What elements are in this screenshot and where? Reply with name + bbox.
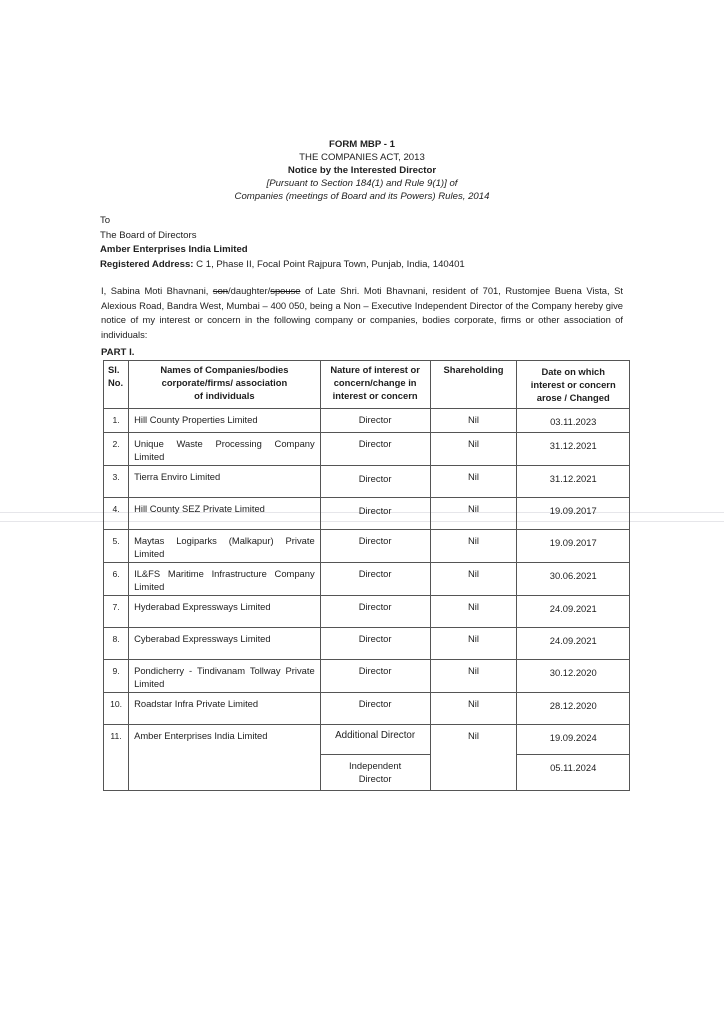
table-row xyxy=(104,693,630,725)
table-row xyxy=(104,409,630,433)
row-shareholding: Nil xyxy=(430,466,517,498)
row-nature: Director xyxy=(320,409,430,433)
row-shareholding: Nil xyxy=(430,660,517,693)
row-date: 30.06.2021 xyxy=(517,563,630,596)
row-shareholding: Nil xyxy=(430,628,517,660)
header-name: Names of Companies/bodies corporate/firms/ association of individuals xyxy=(129,361,321,409)
row-sl: 5. xyxy=(104,530,129,563)
row-date: 19.09.2017 xyxy=(517,498,630,530)
row-sl: 6. xyxy=(104,563,129,596)
table-row xyxy=(104,498,630,530)
row-sl: 7. xyxy=(104,596,129,628)
struck-text: spouse xyxy=(270,285,301,296)
row-sl: 8. xyxy=(104,628,129,660)
row-date: 24.09.2021 xyxy=(517,628,630,660)
row-nature: Additional Director xyxy=(320,725,430,755)
interest-table xyxy=(103,360,630,791)
row-shareholding: Nil xyxy=(430,433,517,466)
table-header-row xyxy=(104,361,630,409)
row-shareholding: Nil xyxy=(430,693,517,725)
row-shareholding: Nil xyxy=(430,596,517,628)
row-company: Hill County Properties Limited xyxy=(129,409,321,433)
addressee-block xyxy=(100,214,465,272)
row-sl: 2. xyxy=(104,433,129,466)
row-company: IL&FS Maritime Infrastructure Company Limited xyxy=(129,563,321,596)
row-nature: Director xyxy=(320,596,430,628)
row-date: 28.12.2020 xyxy=(517,693,630,725)
declaration-text: /daughter/ xyxy=(228,285,271,296)
row-company: Pondicherry - Tindivanam Tollway Private Limited xyxy=(129,660,321,693)
row-company: Hill County SEZ Private Limited xyxy=(129,498,321,530)
registered-address xyxy=(100,258,465,273)
reg-address-value: C 1, Phase II, Focal Point Rajpura Town, Punjab, India, 140401 xyxy=(193,258,465,270)
rules-line: Companies (meetings of Board and its Powers) Rules, 2014 xyxy=(234,191,490,202)
table-row xyxy=(104,433,630,466)
row-shareholding: Nil xyxy=(430,498,517,530)
row-company: Maytas Logiparks (Malkapur) Private Limited xyxy=(129,530,321,563)
row-nature: Director xyxy=(320,563,430,596)
table-row xyxy=(104,725,630,755)
row-shareholding: Nil xyxy=(430,725,517,791)
row-company: Cyberabad Expressways Limited xyxy=(129,628,321,660)
row-date: 24.09.2021 xyxy=(517,596,630,628)
row-sl: 4. xyxy=(104,498,129,530)
row-sl: 1. xyxy=(104,409,129,433)
header-shareholding: Shareholding xyxy=(430,361,517,409)
table-row xyxy=(104,628,630,660)
row-company: Hyderabad Expressways Limited xyxy=(129,596,321,628)
pursuant-line: [Pursuant to Section 184(1) and Rule 9(1)] of xyxy=(266,178,458,189)
row-nature: Director xyxy=(320,628,430,660)
row-nature: Director xyxy=(320,466,430,498)
row-date: 30.12.2020 xyxy=(517,660,630,693)
table-row xyxy=(104,596,630,628)
header-date: Date on which interest or concern arose / Changed xyxy=(517,361,630,409)
declaration-paragraph xyxy=(101,284,623,342)
row-date-extra: 05.11.2024 xyxy=(517,755,630,791)
part-label: PART I. xyxy=(101,347,135,358)
row-company: Amber Enterprises India Limited xyxy=(129,725,321,791)
table-row xyxy=(104,563,630,596)
table-row xyxy=(104,660,630,693)
to-label: To xyxy=(100,215,111,226)
struck-text: son xyxy=(212,285,229,296)
row-sl: 11. xyxy=(104,725,129,791)
row-date: 31.12.2021 xyxy=(517,466,630,498)
form-title: FORM MBP - 1 xyxy=(329,139,395,150)
act-title: THE COMPANIES ACT, 2013 xyxy=(299,152,425,163)
row-nature: Director xyxy=(320,498,430,530)
row-nature-extra: Independent Director xyxy=(320,755,430,791)
row-sl: 9. xyxy=(104,660,129,693)
declaration-text: of Late Shri. Moti Bhavnani, resident of 701, Rustomjee Buena Vista, St Alexious Road, Bandra West, Mumbai – 400 050, being a Non – Executive Independent Director of the Company hereby give notice of my interest or concern in the following company or companies, bodies corporate, firms or other association of individuals: xyxy=(101,285,623,340)
row-nature: Director xyxy=(320,530,430,563)
row-date: 31.12.2021 xyxy=(517,433,630,466)
table-row xyxy=(104,466,630,498)
header-nature: Nature of interest or concern/change in interest or concern xyxy=(320,361,430,409)
row-nature: Director xyxy=(320,660,430,693)
row-company: Tierra Enviro Limited xyxy=(129,466,321,498)
row-date: 03.11.2023 xyxy=(517,409,630,433)
row-date: 19.09.2017 xyxy=(517,530,630,563)
row-sl: 10. xyxy=(104,693,129,725)
row-company: Unique Waste Processing Company Limited xyxy=(129,433,321,466)
row-shareholding: Nil xyxy=(430,563,517,596)
reg-address-label: Registered Address: xyxy=(100,258,194,270)
row-shareholding: Nil xyxy=(430,530,517,563)
row-nature: Director xyxy=(320,693,430,725)
row-nature: Director xyxy=(320,433,430,466)
form-header xyxy=(0,138,724,203)
header-sl: Sl. No. xyxy=(104,361,129,409)
company-name: Amber Enterprises India Limited xyxy=(100,244,248,255)
declaration-text: I, Sabina Moti Bhavnani, xyxy=(101,285,213,296)
board-line: The Board of Directors xyxy=(100,229,197,241)
row-sl: 3. xyxy=(104,466,129,498)
row-date: 19.09.2024 xyxy=(517,725,630,755)
row-shareholding: Nil xyxy=(430,409,517,433)
row-company: Roadstar Infra Private Limited xyxy=(129,693,321,725)
notice-title: Notice by the Interested Director xyxy=(287,165,437,176)
table-row xyxy=(104,530,630,563)
